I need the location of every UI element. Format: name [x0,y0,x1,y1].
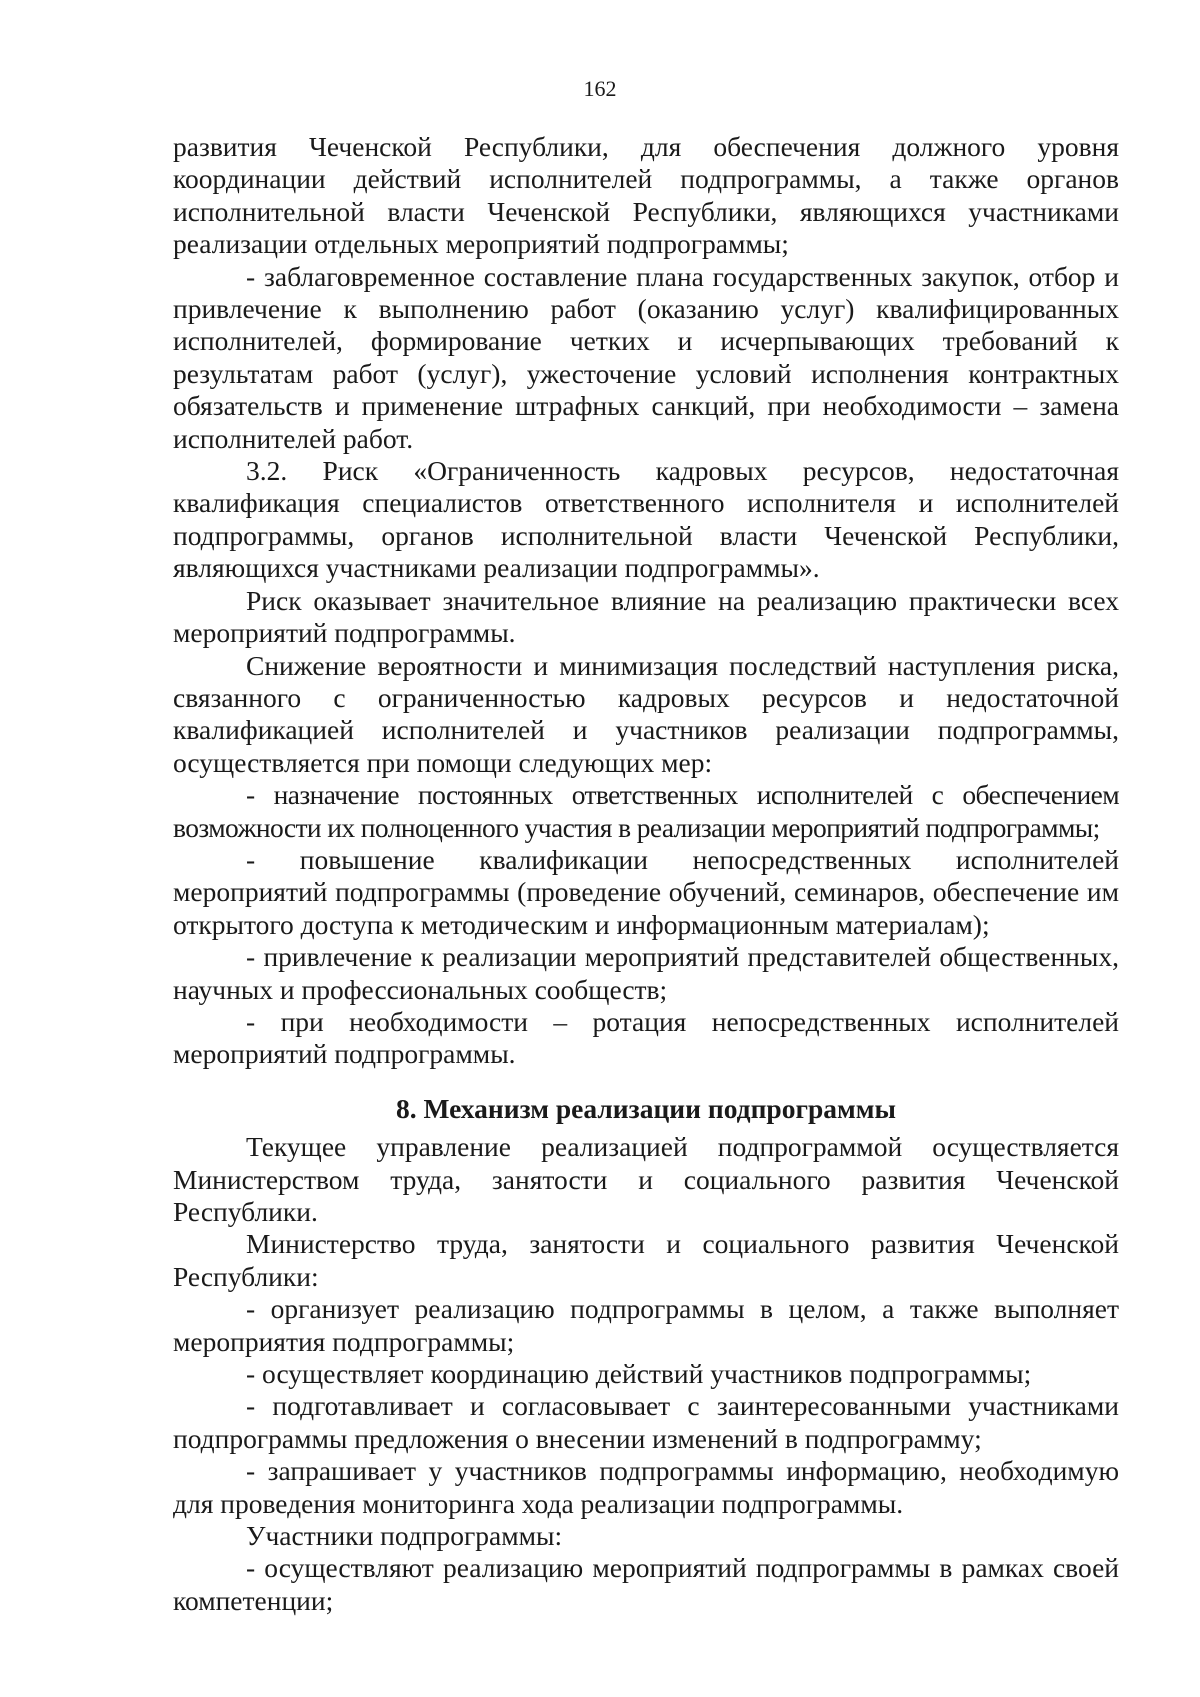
list-item: - запрашивает у участников подпрограммы информацию, необходимую для проведения мониторинга хода реализации подпрограммы. [173,1455,1119,1519]
paragraph: Снижение вероятности и минимизация последствий наступления риска, связанного с ограниченностью кадровых ресурсов и недостаточной квалификацией исполнителей и участников реализации подпрограммы, осуществляется при помощи следующих мер: [173,649,1119,778]
paragraph: Министерство труда, занятости и социального развития Чеченской Республики: [173,1228,1119,1292]
list-item: - при необходимости – ротация непосредственных исполнителей мероприятий подпрограммы. [173,1005,1119,1070]
page-number: 162 [583,76,617,101]
paragraph: Риск оказывает значительное влияние на реализацию практически всех мероприятий подпрограммы. [173,584,1119,649]
list-item: - заблаговременное составление плана государственных закупок, отбор и привлечение к выполнению работ (оказанию услуг) квалифицированных исполнителей, формирование четких и исчерпывающих требований к результатам работ (услуг), ужесточение условий исполнения контрактных обязательств и применение штрафных санкций, при необходимости – замена исполнителей работ. [173,260,1119,454]
list-item: - привлечение к реализации мероприятий представителей общественных, научных и профессиональных сообществ; [173,941,1119,1005]
paragraph: развития Чеченской Республики, для обеспечения должного уровня координации действий исполнителей подпрограммы, а также органов исполнительной власти Чеченской Республики, являющихся участниками реализации отдельных мероприятий подпрограммы; [173,131,1119,260]
list-item: - назначение постоянных ответственных исполнителей с обеспечением возможности их полноценного участия в реализации мероприятий подпрограммы; [173,779,1119,843]
paragraph: 3.2. Риск «Ограниченность кадровых ресурсов, недостаточная квалификация специалистов ответственного исполнителя и исполнителей подпрограммы, органов исполнительной власти Чеченской Республики, являющихся участниками реализации подпрограммы». [173,455,1119,584]
list-item: - осуществляет координацию действий участников подпрограммы; [246,1358,1032,1390]
list-item: - организует реализацию подпрограммы в целом, а также выполняет мероприятия подпрограммы; [173,1293,1119,1357]
list-item: - осуществляют реализацию мероприятий подпрограммы в рамках своей компетенции; [173,1552,1119,1616]
paragraph: Участники подпрограммы: [246,1520,563,1552]
list-item: - подготавливает и согласовывает с заинтересованными участниками подпрограммы предложения о внесении изменений в подпрограмму; [173,1390,1119,1454]
paragraph: Текущее управление реализацией подпрограммой осуществляется Министерством труда, занятости и социального развития Чеченской Республики. [173,1131,1119,1227]
document-body [173,131,1119,1617]
list-item: - повышение квалификации непосредственных исполнителей мероприятий подпрограммы (проведение обучений, семинаров, обеспечение им открытого доступа к методическим и информационным материалам); [173,843,1119,940]
section-heading: 8. Механизм реализации подпрограммы [396,1092,896,1124]
